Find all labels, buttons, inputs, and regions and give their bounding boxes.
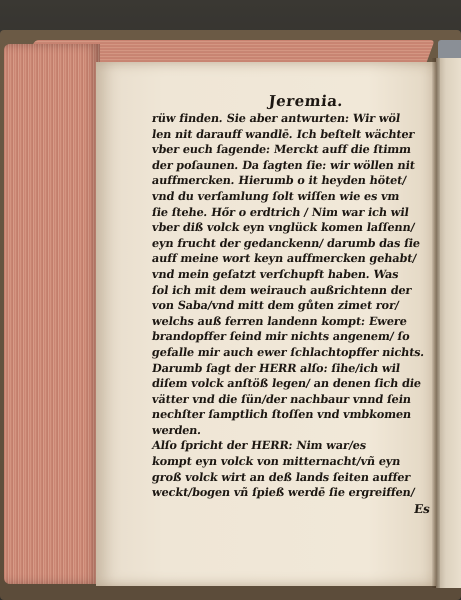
text-lines — [152, 111, 430, 501]
text-line: der poſaunen. Da ſagten ſie: wir wöllen nit — [151, 157, 416, 172]
text-line: nechſter ſamptlich ſtoſſen vnd vmbkomen — [151, 407, 413, 422]
text-line: vber euch ſagende: Merckt auff die ſtimm — [151, 142, 413, 157]
text-line: len nit darauff wandlē. Ich beſtelt wächter — [151, 126, 416, 141]
text-line: eyn frucht der gedanckenn/ darumb das ſie — [151, 235, 422, 250]
page-edges-red — [4, 44, 100, 584]
text-line: auff meine wort keyn auffmercken gehabt/ — [151, 251, 418, 266]
page-text — [152, 92, 430, 516]
text-line: ſie ſtehe. Hőr o erdtrich / Nim war ich wil — [151, 204, 410, 219]
text-line: Alſo ſpricht der HERR: Nim war/es — [151, 438, 368, 453]
text-line: vber diß volck eyn vnglück komen laſſenn/ — [151, 220, 416, 235]
text-line: auffmercken. Hierumb o it heyden hötet/ — [151, 173, 408, 188]
text-line: vnd du verſamlung ſolt wiſſen wie es vm — [151, 188, 401, 203]
page-gutter — [432, 58, 440, 588]
running-header: Jeremia. — [267, 92, 345, 110]
text-line: kompt eyn volck von mitternacht/vñ eyn — [151, 454, 402, 469]
text-line: brandopffer ſeind mir nichts angenem/ ſo — [151, 329, 411, 344]
text-line: werden. — [151, 422, 203, 437]
text-line: vnd mein geſatzt verſchupft haben. Was — [151, 266, 400, 281]
text-line: diſem volck anſtöß legen/ an denen ſich die — [151, 376, 422, 391]
text-line: Darumb ſagt der HERR alſo: ſihe/ich wil — [151, 360, 401, 375]
text-line: ſol ich mit dem weirauch außrichtenn der — [151, 282, 413, 297]
catchword: Es — [413, 501, 431, 516]
text-line: welchs auß ferren landenn kompt: Ewere — [151, 313, 408, 328]
text-line: gefalle mir auch ewer ſchlachtopffer nichts. — [151, 344, 426, 359]
text-line: rüw finden. Sie aber antwurten: Wir wöl — [151, 111, 402, 125]
text-line: von Saba/vnd mitt dem gůten zimet ror/ — [151, 298, 400, 313]
text-line: vätter vnd die ſün/der nachbaur vnnd ſein — [151, 391, 412, 406]
text-line: groß volck wirt an deß lands ſeiten auffer — [151, 469, 412, 484]
text-line: weckt/bogen vñ ſpieß werdē ſie ergreiffen/ — [151, 485, 416, 500]
